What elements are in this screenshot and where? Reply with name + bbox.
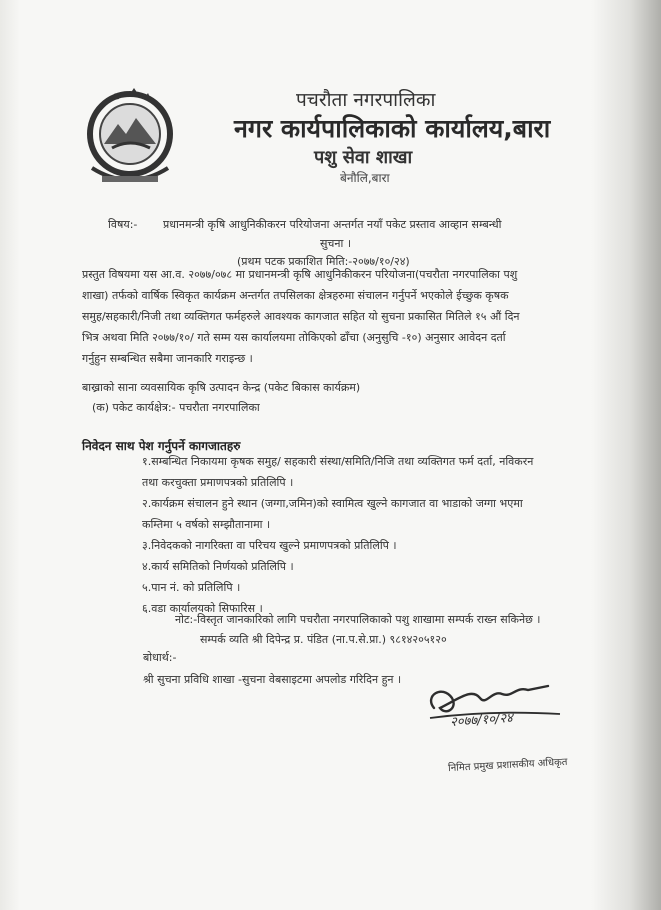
- subject-label: विषय:-: [108, 218, 138, 231]
- body-line-2: शाखा) तर्फको वार्षिक स्विकृत कार्यक्रम अन्तर्गत तपसिलका क्षेत्रहरुमा संचालन गर्नुपर्ने भएकोले ईच्छुक कृषक: [82, 289, 509, 302]
- body-line-4: भित्र अथवा मिति २०७७/१०/ गते सम्म यस कार्यालयमा तोकिएको ढाँचा (अनुसुचि -१०) अनुसार आवेदन दर्ता: [82, 331, 506, 344]
- subject-line-1: प्रधानमन्त्री कृषि आधुनिकीकरन परियोजना अन्तर्गत नयाँ पकेट प्रस्ताव आव्हान सम्बन्धी: [163, 218, 502, 231]
- documents-heading: निवेदन साथ पेश गर्नुपर्ने कागजातहरु: [82, 439, 241, 453]
- office-name: नगर कार्यपालिकाको कार्यालय,बारा: [234, 114, 551, 143]
- body-line-3: समुह/सहकारी/निजी तथा व्यक्तिगत फर्महरुले आवश्यक कागजात सहित यो सुचना प्रकासित मितिले १५ औं दिन: [82, 310, 520, 323]
- body-line-5: गर्नुहुन सम्बन्धित सबैमा जानकारि गराइन्छ ।: [82, 352, 253, 365]
- program-area: (क) पकेट कार्यक्षेत्र:- पचरौता नगरपालिका: [92, 401, 260, 414]
- document-item-2a: २.कार्यक्रम संचालन हुने स्थान (जग्गा,जमिन)को स्वामित्व खुल्ने कागजात वा भाडाको जग्गा भएमा: [142, 497, 523, 510]
- note-contact: सम्पर्क व्यति श्री दिपेन्द्र प्र. पंडित (ना.प.से.प्रा.) ९८१४२०५१२०: [200, 633, 447, 646]
- cc-label: बोधार्थ:-: [143, 651, 177, 664]
- program-title: बाख्राको साना व्यवसायिक कृषि उत्पादन केन्द्र (पकेट बिकास कार्यक्रम): [82, 381, 361, 394]
- document-item-4: ४.कार्य समितिको निर्णयको प्रतिलिपि ।: [142, 560, 294, 573]
- municipality-emblem: [82, 88, 178, 192]
- document-item-5: ५.पान नं. को प्रतिलिपि ।: [142, 581, 241, 594]
- document-item-1a: १.सम्बन्धित निकायमा कृषक समुह/ सहकारी संस्था/समिति/निजि तथा व्यक्तिगत फर्म दर्ता, नविकरन: [142, 455, 534, 468]
- body-line-1: प्रस्तुत विषयमा यस आ.व. २०७७/०७८ मा प्रधानमन्त्री कृषि आधुनिकीकरन परियोजना(पचरौता नगरपालिका पशु: [82, 268, 518, 281]
- cc-line: श्री सुचना प्रविधि शाखा -सुचना वेबसाइटमा अपलोड गरिदिन हुन ।: [143, 673, 402, 686]
- publication-date-line: (प्रथम पटक प्रकाशित मिति:-२०७७/१०/२४): [237, 255, 410, 268]
- section-name: पशु सेवा शाखा: [314, 147, 413, 168]
- document-item-3: ३.निवेदकको नागरिक्ता वा परिचय खुल्ने प्रमाणपत्रको प्रतिलिपि ।: [142, 539, 397, 552]
- page-left-shadow: [0, 0, 20, 910]
- office-location: बेनौलि,बारा: [340, 171, 390, 185]
- municipality-name: पचरौता नगरपालिका: [296, 89, 436, 111]
- note-line-1: नोट:-विस्तृत जानकारिको लागि पचरौता नगरपालिकाको पशु शाखामा सम्पर्क राख्न सकिनेछ ।: [175, 613, 541, 626]
- document-item-6: ६.वडा कार्यालयको सिफारिस ।: [142, 602, 263, 615]
- subject-line-2: सुचना ।: [320, 237, 352, 250]
- document-item-1b: तथा करचुक्ता प्रमाणपत्रको प्रतिलिपि ।: [142, 476, 294, 489]
- signatory-title: निमित प्रमुख प्रशासकीय अधिकृत: [447, 756, 568, 775]
- signature-date: २०७७/१०/२४: [449, 710, 514, 731]
- document-item-2b: कम्तिमा ५ वर्षको सम्झौतानामा ।: [142, 518, 271, 531]
- page-right-shadow: [591, 0, 661, 910]
